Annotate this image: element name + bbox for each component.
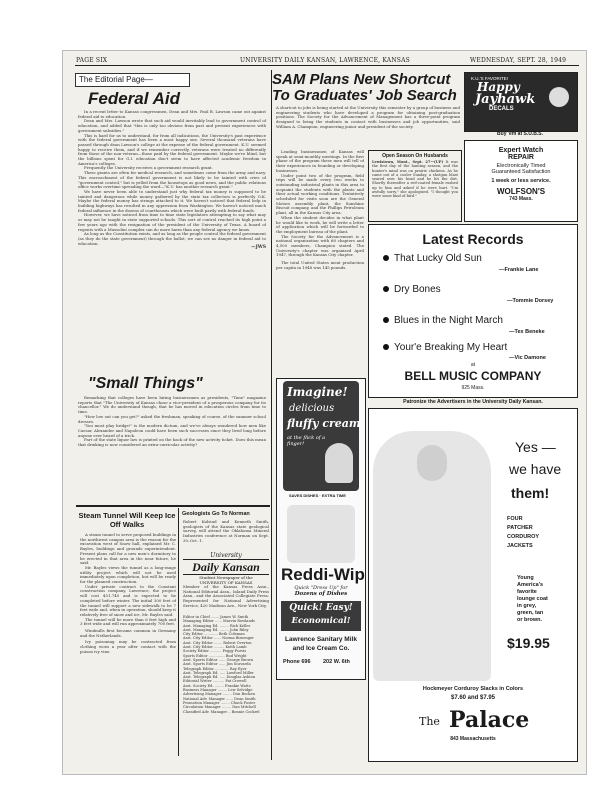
masthead-title: Daily Kansan [183, 559, 269, 575]
record-title [383, 284, 441, 295]
paper-name-header: UNIVERSITY DAILY KANSAN, LAWRENCE, KANSAS [240, 57, 410, 64]
palace-feature-list [517, 575, 548, 624]
staff-row: Asst. Sports Editor ...... Jim Scavarda [183, 662, 251, 667]
editorial-signature: —JWS [251, 245, 266, 251]
record-song: Dry Bones [394, 284, 441, 295]
geologists-article: Robert Kulstad and Kenneth Smith, geologists of the Kansas state geological survey, will attend the Oklahoma Mineral Industries conference at Norman on Sept. 30–Oct. 1. [183, 520, 269, 543]
small-things-article [78, 396, 266, 502]
record-title [383, 253, 482, 264]
palace-address: 843 Massachusetts [450, 736, 496, 742]
sam-headline-line2: To Graduates' Job Search [272, 87, 457, 104]
column-rule [178, 508, 179, 756]
staff-row: Business Manager ........ Lew Selvidge [183, 688, 253, 693]
jayhawk-decal-ad [464, 72, 578, 132]
column-rule [271, 70, 272, 760]
wolfson-subtitle: REPAIR [508, 154, 534, 161]
masthead [183, 552, 269, 585]
reddi-tagline: Quick "Dress Up" for [294, 585, 348, 591]
masthead-tagline: UNIVERSITY OF KANSAS [199, 580, 253, 585]
paragraph: Under private contract to the Constant construction company, Lawrence, the project will cost $51,740 and is expected to be completed before winter. The initial 300 feet of the tunnel will support a new sidewalk to be 7 feet wide and, when in operation, should keep it relatively free of snow and ice, Mr. Bayles said. [80, 583, 176, 617]
bell-at: at [470, 362, 476, 368]
reddi-wip-brand: Reddi-Wip [281, 565, 365, 584]
paragraph: In a recent letter to Kansas congressmen, Dean and Mrs. Paul B. Lawson came out against federal aid to education. [78, 110, 266, 119]
palace-price: $19.95 [507, 635, 550, 651]
paragraph: This is hard for us to understand, for from all indications, the University's past experience with the federal government has been a most happy one. Several thousand veterans have passed through dean Lawson's college at the expense of the federal government. K.U. seemed happy to receive them, and if we remember correctly, veterans were treated no differently from those of the non-veteran—those paid by the federal government. Maybe we're blind, but the billions spent for G.I. education don't seem to have affected academic freedom in America's colleges. [78, 132, 266, 166]
record-song: Blues in the Night March [394, 315, 503, 326]
staff-row: Classified Adv. Manager .. Bonnie Cockrel [183, 709, 260, 714]
record-song: That Lucky Old Sun [394, 253, 482, 264]
palace-feature-line: America's [517, 582, 544, 588]
wolfson-address: 743 Mass. [509, 196, 533, 202]
bullet-icon [383, 344, 389, 350]
staff-row: Asst. Managing Ed. ........ Rich Keller [183, 623, 251, 628]
staff-row: Asst. Managing Ed. ........ John Riley [183, 627, 249, 632]
record-title [383, 342, 507, 353]
husbands-headline: Open Season On Husbands [382, 153, 448, 159]
federal-aid-headline: Federal Aid [88, 89, 180, 108]
geologists-headline: Geologists Go To Norman [182, 511, 250, 517]
staff-row: Asst. Telegraph Ed. ..... Lawford Miller [183, 670, 254, 675]
staff-row: Asst. City Editor ....... Robert Overton [183, 640, 252, 645]
palace-desc-line: PATCHER [507, 525, 533, 531]
palace-ad [368, 408, 578, 762]
paragraph: These grants are often for medical research, and sometimes come from the army and navy. This encroachment of the federal government is not likely to be tainted with cries of "government control," but is yelled from the housetops as good news, and the public relations office works overtime spreading the word—"K.U. has another research grant." [78, 170, 266, 190]
staff-row: Asst. Society Ed. ........ Frankie Watts [183, 683, 251, 688]
bell-address: 925 Mass. [461, 385, 485, 391]
masthead-university: University [210, 552, 242, 559]
filler-paragraph: The total United States meat production per capita in 1948 was 145 pounds. [276, 260, 364, 270]
record-song: Your'e Breaking My Heart [394, 342, 508, 353]
steam-tunnel-article [80, 533, 176, 755]
palace-desc-line: FOUR [507, 516, 523, 522]
patronize-notice: Patronize the Advertisers in the University Daily Kansan. [403, 399, 543, 405]
palace-slacks: Hockmeyer Corduroy Slacks in Colors [422, 686, 524, 692]
bell-store-name: BELL MUSIC COMPANY [404, 369, 542, 383]
dairy-name: Lawrence Sanitary Milk [285, 636, 357, 643]
palace-desc-line: JACKETS [507, 543, 533, 549]
bullet-icon [383, 286, 389, 292]
husbands-article [369, 159, 461, 218]
record-title [383, 315, 503, 326]
paragraph: Part of the state liquor law is printed on the back of the new activity ticket. Does this mean that drinking is now considered an extra-curricular activity? [78, 437, 266, 448]
paragraph: However, we have noticed from time to time state legislators attempting to say what may or may not be taught in state supported schools. This sort of control reached its high point a few years ago with the resignation of the president of the University of Texas. A board of regents with a Mussolini complex can do more harm than any federal agency we know. [78, 212, 266, 232]
imagine-line: Imagine! [287, 385, 348, 399]
paragraph: Remarking that colleges have been hiring businessmen as presidents, "Time" magazine reports that "The University of Kansas chose a vice-president of a prosperous company for its chancellor." We do understand though, that he has moved in education circles from time to time. [78, 396, 266, 415]
bullet-icon [383, 317, 389, 323]
palace-yes: Yes — [515, 439, 556, 455]
palace-them: them! [511, 485, 550, 501]
staff-row: Promotion Manager ........ Chuck Foster [183, 700, 256, 705]
sam-lede: A shortcut to jobs is being started at the University this semester by a group of business and engineering students who have developed a program for obtaining post-graduation positions. The Society for the Advancement of Management has a three-point program designed to bring the students in contact with businesses and job opportunities, said William A. Champion, engineering junior and president of the society. [276, 106, 460, 129]
dairy-address: 202 W. 6th [323, 659, 350, 665]
jayhawk-line: Happy [477, 80, 520, 94]
records-title: Latest Records [422, 231, 524, 247]
paragraph: Under point two of the program, field trips will be made every two weeks to outstanding industrial plants in this area to acquaint the students with the plants and their actual working conditions. Tentatively scheduled for visits soon are the General Motors assembly plant, the Sunshine Biscuit company, and the Phillips Petroleum plant, all in the Kansas City area. [276, 172, 364, 216]
wolfson-line: 1 week or less service. [491, 178, 551, 184]
federal-aid-article [78, 110, 266, 372]
reddi-tagline: Dozens of Dishes [294, 591, 348, 597]
imagine-line: at the flick of a finger! [287, 435, 326, 447]
reddi-slogan: Quick! Easy! [289, 603, 353, 613]
reddi-wip-ad [276, 378, 366, 680]
wolfson-line: Guaranteed Satisfaction [491, 169, 551, 175]
record-artist: —Tommie Dorsey [507, 298, 554, 304]
record-artist: —Vic Damone [509, 355, 546, 361]
palace-feature-line: or brown. [517, 617, 543, 623]
palace-name: Palace [449, 707, 530, 733]
dateline: Lewistown, Mont., Sept. 27—(UP) [372, 160, 444, 164]
paragraph: Frequently the University receives a government research grant. [84, 165, 213, 171]
staff-row: Advertising Manager ........ Don Bocken [183, 692, 255, 697]
masthead-tagline: Student Newspaper of the [199, 575, 253, 580]
palace-desc-line: CORDUROY [507, 534, 540, 540]
staff-row: Society Editor .......... Peggy Purvis [183, 649, 247, 654]
jayhawk-buy: Buy 'em at S.U.B.S. [497, 131, 543, 137]
paragraph: A steam tunnel to serve proposed buildings in the northwest campus area is the reason for the excavation west of Snow hall, explained Mr. C. Bayles, buildings and grounds superintendent. Present plans call for a new men's dormitory to be erected in that area in the near future, he said. [80, 533, 176, 566]
palace-feature-line: green, tan [517, 610, 544, 616]
bullet-icon [383, 255, 389, 261]
editorial-banner: The Editorial Page— [75, 73, 190, 87]
palace-the: The [419, 715, 440, 728]
paragraph: "How low out can you get?" asked the freshman, speaking of course, of the summer school dresses. [78, 413, 266, 424]
filler-paragraph: Ivy poisoning may be contracted from clothing worn a year after contact with the poison ivy vine. [80, 639, 176, 654]
imagine-line: fluffy cream [287, 417, 361, 430]
staff-row: Circulation Manager ........ Dan Mitchell [183, 705, 256, 710]
sam-headline [272, 72, 472, 104]
dairy-phone: Phone 696 [283, 659, 311, 665]
staff-row: Sports Editor .............. Bud Wright [183, 653, 247, 658]
section-rule [76, 505, 270, 507]
staff-row: National Adv. Manager ...... Dean Smith [183, 696, 256, 701]
palace-feature-line: favorite [517, 589, 537, 595]
steam-tunnel-headline: Steam Tunnel Will Keep Ice Off Walks [78, 511, 176, 529]
jayhawk-line: Jayhawk [475, 92, 536, 107]
imagine-line: delicious [289, 403, 335, 414]
paragraph: The Society for the Advancement is a national organization with 68 chapters and 4,500 members, Champion stated. The University's chapter was organized April 1947, through the Kansas City chapter. [276, 233, 364, 258]
staff-row: Telegraph Editor ............ Ray Eyer [183, 666, 247, 671]
jayhawk-line: DECALS [489, 106, 514, 112]
paragraph: As long as the Constitution exists, and as long as the people control the federal government (as they do the state government) through the ballot, we can see no danger in federal aid to education. [78, 231, 266, 246]
page-number: PAGE SIX [76, 57, 108, 64]
paragraph: When the student decides in what plant he would like to work, he will write a letter of application which will be forwarded to the employment bureau of the plant. [276, 214, 364, 234]
staff-row: Editor in Chief ....... James W. Smith [183, 615, 249, 619]
sam-article [276, 150, 364, 372]
wolfson-line: Electronically Timed [496, 163, 546, 169]
jayhawk-bird-icon [549, 87, 569, 107]
wolfson-name: WOLFSON'S [496, 187, 546, 196]
staff-list [183, 615, 269, 760]
paragraph: Dean and Mrs. Lawson wrote that such aid would inevitably lead to government control of education, and added that "this is only too obvious from past and present experiences with government subsidies." [78, 118, 266, 133]
reddi-slogan: Economical! [291, 616, 351, 626]
paragraph: The tunnel will be more than 6 feet high and 3 feet wide and will run approximately 700 feet. [80, 616, 176, 627]
sam-headline-line1: SAM Plans New Shortcut [272, 71, 451, 88]
staff-row: Asst. City Editor ...... Norma Bissenger [183, 636, 254, 641]
issue-date: WEDNESDAY, SEPT. 28, 1949 [470, 57, 567, 64]
wolfson-ad [464, 140, 578, 222]
record-artist: —Frankie Lane [499, 267, 539, 273]
staff-row: Asst. Telegraph Ed. ..... Douglas Ashton [183, 675, 256, 680]
dairy-name: and Ice Cream Co. [292, 645, 350, 652]
paragraph: We have never been able to understand just why federal tax money is supposed to be tainted and dangerous while money gathered by the state tax collectors is perfectly O.K. Maybe the federal money has strings attached to it. We haven't noticed that federal help in building highways has resulted in any oppression from Washington. We haven't noticed much federal influence in the dozens of courthouses which were built partly with federal funds. [78, 188, 266, 213]
palace-feature-line: in grey, [517, 603, 537, 609]
staff-row: Managing Editor ...... Marvin Rowlands [183, 619, 255, 624]
paragraph: Mr. Bayles views the tunnel as a long-range utility project which will not be used immediately upon completion, but will be ready for the planned construction. [80, 564, 176, 585]
paragraph: Leading businessmen of Kansas will speak at semi-monthly meetings. In the first phase of the program these men will tell of their experiences in founding or developing businesses. [276, 150, 364, 173]
face-icon [417, 445, 447, 481]
staff-row: Editorial Writer .......... Pat Crowell [183, 679, 247, 684]
staff-row: Asst. Sports Editor ...... George Brown [183, 657, 253, 662]
jayhawk-line: K.U.'S FAVORITE! [471, 76, 509, 81]
husbands-box [368, 150, 462, 222]
staff-row: City Editor ............ Beth Coleman [183, 632, 245, 637]
paragraph: It was the first day of the hunting season, and the hunter's mind was on prairie chickens. As he came out of a cooler Sunday, a shotgun blast seared over his head and he hit the dirt. Shortly thereafter a red-coated female rushed up to him and asked if he were hurt. "I'm awfully sorry," she apologized. "I thought you were some kind of bird." [372, 160, 458, 199]
woman-illustration-icon [325, 443, 353, 483]
palace-slack-prices: $7.60 and $7.95 [450, 695, 496, 701]
dessert-illustration-icon [287, 505, 355, 563]
palace-feature-line: lounge coat [517, 596, 548, 602]
paragraph: "You must play bridge!" is the modern dictum, and we've always wondered how men like Caesar, Alexander and Napoleon could have been such successes since they lived long before anyone ever heard of a trick. [78, 423, 266, 438]
record-artist: —Tex Beneke [509, 329, 545, 335]
staff-row: Asst. City Editor ......... Keith Lamb [183, 645, 247, 650]
filler-paragraph: Windmills first became common in Germany and the Netherlands. [80, 628, 176, 638]
palace-feature-line: Young [517, 575, 534, 581]
palace-description [507, 515, 539, 551]
imagine-dishes: SAVES DISHES · EXTRA TIME [289, 493, 346, 498]
palace-we-have: we have [509, 461, 562, 477]
header-rule [75, 65, 579, 66]
wolfson-title: Expert Watch [498, 147, 544, 154]
small-things-headline: "Small Things" [88, 375, 203, 392]
masthead-membership: Member of the Kansas Press Assn., National Editorial Assn., Inland Daily Press Assn., and the Associated Collegiate Press. Represented for National Advertising Service, 420 Madison Ave., New York City. [183, 585, 269, 608]
bell-music-ad [368, 224, 578, 398]
